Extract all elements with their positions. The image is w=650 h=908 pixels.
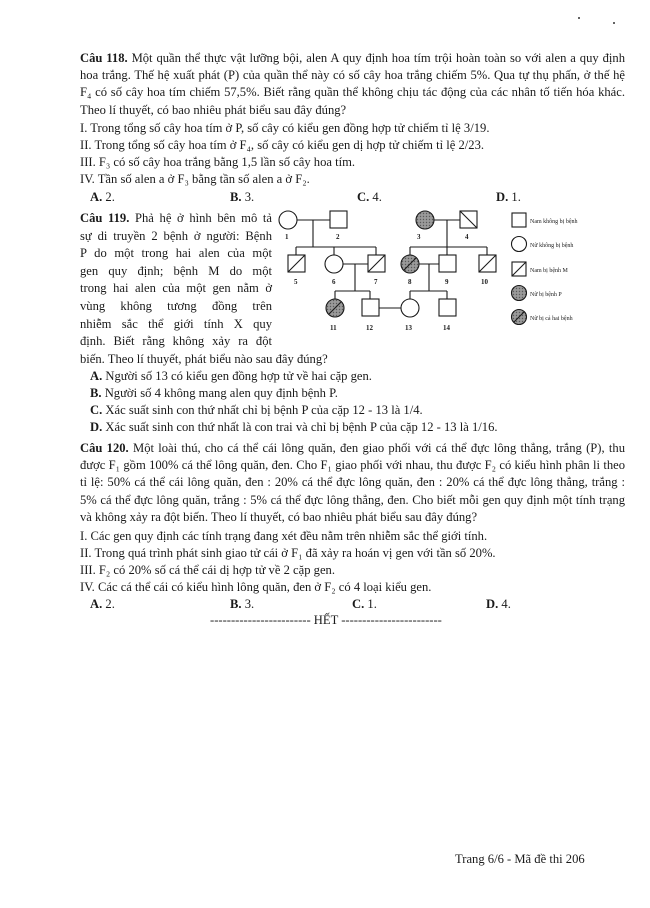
pedigree-number: 5 (294, 278, 298, 286)
q118-statement-3: III. F₃ có số cây hoa trắng bằng 1,5 lần số cây hoa tím. (80, 155, 356, 169)
question-118-stem (80, 50, 625, 119)
legend-label: Nam không bị bệnh (530, 219, 578, 225)
individual-1 (279, 211, 297, 229)
q119-stem-line: P do một trong hai alen của một (80, 246, 272, 261)
individual-9 (439, 255, 456, 272)
pedigree-number: 7 (374, 278, 378, 286)
pedigree-number: 12 (366, 324, 373, 332)
pedigree-number: 4 (465, 233, 469, 241)
question-118-label: Câu 118. (80, 51, 128, 65)
pedigree-number: 13 (405, 324, 412, 332)
individual-6 (325, 255, 343, 273)
q118-option-c: C. 4. (357, 190, 382, 204)
q119-stem-line: định. Biết rằng không xảy ra đột (80, 334, 272, 349)
question-120-stem (80, 440, 625, 526)
q119-option-b: B. Người số 4 không mang alen quy định bệnh P. (90, 386, 338, 400)
q119-stem-line: Phả hệ ở hình bên mô tả (129, 211, 272, 225)
legend-male-unaffected-icon (512, 213, 526, 227)
pedigree-number: 8 (408, 278, 412, 286)
pedigree-number: 3 (417, 233, 421, 241)
page-footer: Trang 6/6 - Mã đề thi 206 (455, 852, 585, 866)
q118-option-d: D. 1. (496, 190, 521, 204)
q118-statement-1: I. Trong tổng số cây hoa tím ở P, số cây có kiểu gen đồng hợp tử chiếm tỉ lệ 3/19. (80, 121, 490, 135)
end-marker: ------------------------ HẾT ------------------------ (210, 613, 442, 627)
question-119-stem (80, 210, 272, 351)
pedigree-number: 9 (445, 278, 449, 286)
legend-label: Nữ bị bệnh P (530, 292, 562, 298)
q118-statement-2: II. Trong tổng số cây hoa tím ở F₄, số cây có kiểu gen dị hợp tử chiếm tỉ lệ 2/23. (80, 138, 485, 152)
question-118-text: Một quần thể thực vật lưỡng bội, alen A quy định hoa tím trội hoàn toàn so với alen a quy định hoa trắng. Thế hệ xuất phát (P) của quần thể này có số cây hoa trắng chiếm 5%. Qua tự thụ phấn, ở thế hệ F₄ có số cây hoa tím chiếm 57,5%. Biết rằng quần thể không chịu tác động của các nhân tố tiến hóa khác. Theo lí thuyết, có bao nhiêu phát biểu sau đây đúng? (80, 51, 625, 117)
q119-stem-line: sự di truyền 2 bệnh ở người: Bệnh (80, 228, 272, 243)
q120-statement-1: I. Các gen quy định các tính trạng đang xét đều nằm trên nhiễm sắc thể giới tính. (80, 529, 488, 543)
pedigree-number: 11 (330, 324, 337, 332)
q118-option-a: A. 2. (90, 190, 115, 204)
q118-option-b: B. 3. (230, 190, 255, 204)
q120-option-d: D. 4. (486, 597, 511, 611)
legend-female-unaffected-icon (512, 237, 527, 252)
pedigree-number: 2 (336, 233, 340, 241)
pedigree-number: 10 (481, 278, 488, 286)
individual-3 (416, 211, 434, 229)
q119-stem-end: biến. Theo lí thuyết, phát biểu nào sau đây đúng? (80, 352, 328, 366)
legend-female-disease-p-icon (512, 286, 527, 301)
individual-14 (439, 299, 456, 316)
q119-option-a: A. Người số 13 có kiểu gen đồng hợp tử về hai cặp gen. (90, 369, 372, 383)
q120-statement-2: II. Trong quá trình phát sinh giao tử cái ở F₁ đã xảy ra hoán vị gen với tần số 20%. (80, 546, 496, 560)
legend-label: Nữ không bị bệnh (530, 243, 574, 249)
scan-speck (578, 17, 580, 19)
pedigree-number: 6 (332, 278, 336, 286)
pedigree-number: 14 (443, 324, 450, 332)
q120-option-a: A. 2. (90, 597, 115, 611)
q120-statement-3: III. F₂ có 20% số cá thể cái dị hợp tử về 2 cặp gen. (80, 563, 335, 577)
question-119-label: Câu 119. (80, 211, 130, 225)
q120-option-b: B. 3. (230, 597, 255, 611)
q119-option-c: C. Xác suất sinh con thứ nhất chỉ bị bệnh P của cặp 12 - 13 là 1/4. (90, 403, 423, 417)
individual-12 (362, 299, 379, 316)
q119-option-d: D. Xác suất sinh con thứ nhất là con trai và chỉ bị bệnh P của cặp 12 - 13 là 1/16. (90, 420, 498, 434)
individual-2 (330, 211, 347, 228)
question-120-label: Câu 120. (80, 441, 129, 455)
pedigree-diagram (272, 203, 632, 343)
q120-statement-4: IV. Các cá thể cái có kiểu hình lông quăn, đen ở F₂ có 4 loại kiểu gen. (80, 580, 432, 594)
question-120-text: Một loài thú, cho cá thể cái lông quăn, đen giao phối với cá thể đực lông thẳng, trắng (P), thu được F₁ gồm 100% cá thể lông quăn, đen. Cho F₁ giao phối với nhau, thu được F₂ có kiểu hình phân li theo tỉ lệ: 50% cá thể cái lông quăn, đen : 20% cá thể đực lông quăn, đen : 20% cá thể đực lông thẳng, trắng : 5% cá thể đực lông quăn, trắng : 5% cá thể đực lông thẳng, đen. Cho biết mỗi gen quy định một tính trạng và không xảy ra đột biến. Theo lí thuyết, có bao nhiêu phát biểu sau đây đúng? (80, 441, 625, 524)
q119-stem-line: gen quy định; bệnh M do một (80, 263, 272, 278)
q119-stem-line: nhiễm sắc thể giới tính X quy (80, 316, 272, 331)
q119-stem-line: trong hai alen của một gen nằm ở (80, 281, 272, 296)
scan-speck (613, 22, 615, 24)
legend-label: Nữ bị cả hai bệnh (530, 316, 573, 322)
q118-statement-4: IV. Tần số alen a ở F₃ bằng tần số alen a ở F₂. (80, 172, 310, 186)
pedigree-number: 1 (285, 233, 289, 241)
q119-stem-line: vùng không tương đồng trên (80, 298, 272, 313)
legend-label: Nam bị bệnh M (530, 268, 568, 274)
individual-13 (401, 299, 419, 317)
q120-option-c: C. 1. (352, 597, 377, 611)
